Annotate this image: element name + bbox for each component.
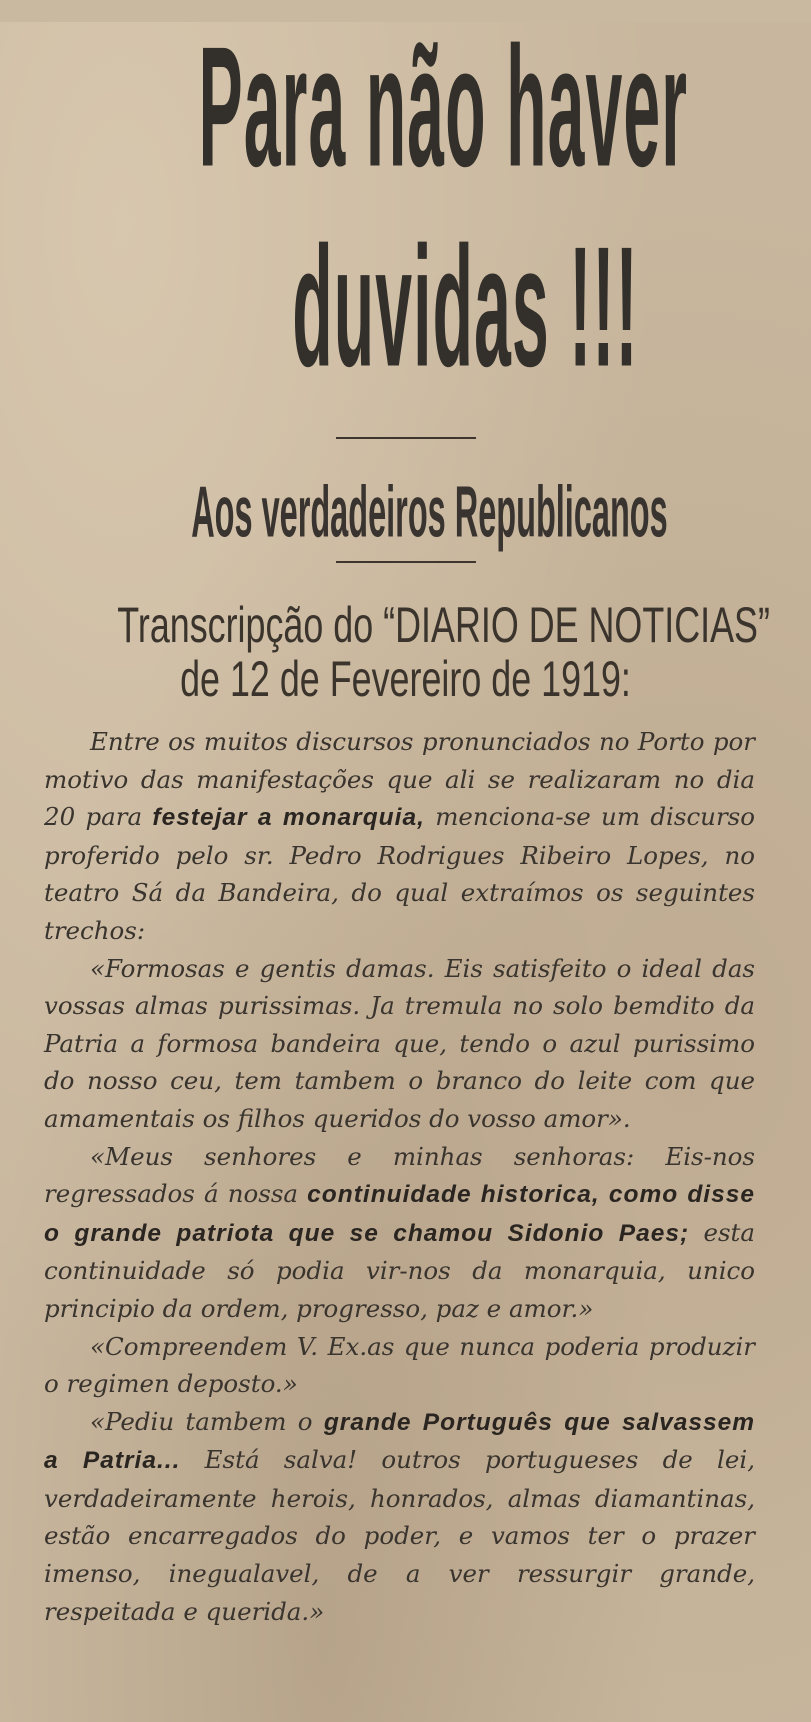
- paragraph-1-emphasis: festejar a monarquia,: [152, 804, 425, 832]
- paragraph-5-text: «Pediu tambem o: [90, 1406, 324, 1436]
- paragraph-3-text: «Meus senhores e minhas senhoras: Eis-nos regressados á nossa: [44, 1141, 755, 1209]
- paragraph-1-text-end: menciona-se um discurso proferido pelo sr. Pedro Rodrigues Ribeiro Lopes, no teatro Sá da Bandeira, do qual extraímos os seguintes trechos:: [44, 802, 755, 945]
- paragraph-2-text: «Formosas e gentis damas. Eis satisfeito o ideal das vossas almas purissimas. Ja tremula no solo bemdito da Patria a formosa bandeira que, tendo o azul purissimo do nosso ceu, tem tambem o branco do leite com que amamentais os filhos queridos do vosso amor».: [44, 953, 755, 1133]
- paragraph-4: [44, 1328, 755, 1403]
- article-body: [36, 723, 775, 1630]
- transcription-heading: [117, 596, 770, 729]
- headline-line-1: Para não haver: [198, 11, 689, 204]
- paragraph-3-text-end: esta continuidade só podia vir-nos da monarquia, unico principio da ordem, progresso, paz e amor.»: [44, 1217, 755, 1323]
- transcription-line-1: Transcripção do “DIARIO DE NOTICIAS”: [117, 596, 770, 653]
- transcription-line-2: de 12 de Fevereiro de 1919:: [180, 650, 631, 707]
- paragraph-5: [44, 1403, 755, 1631]
- paragraph-5-text-end: Está salva! outros portugueses de lei, verdadeiramente herois, honrados, almas diamantinas, estão encarregados do poder, e vamos ter o prazer imenso, inegualavel, de a ver ressurgir grande, respeitada e querida.»: [44, 1445, 755, 1626]
- paragraph-1: [44, 723, 755, 950]
- headline-line-2: duvidas !!!: [292, 211, 639, 404]
- subtitle: Aos verdadeiros Republicanos: [191, 470, 668, 553]
- divider-rule-bottom: [336, 561, 476, 563]
- paragraph-3: [44, 1138, 755, 1328]
- paragraph-2: [44, 950, 755, 1138]
- paragraph-4-text: «Compreendem V. Ex.as que nunca poderia produzir o regimen deposto.»: [44, 1331, 755, 1399]
- paragraph-5-emphasis: grande Português que salvassem a Patria...: [44, 1408, 756, 1475]
- paragraph-3-emphasis: continuidade historica, como disse o grande patriota que se chamou Sidonio Paes;: [44, 1181, 755, 1247]
- paragraph-1-text: Entre os muitos discursos pronunciados no Porto por motivo das manifestações que ali se realizaram no dia 20 para: [44, 727, 755, 832]
- newspaper-clipping: [0, 11, 811, 1722]
